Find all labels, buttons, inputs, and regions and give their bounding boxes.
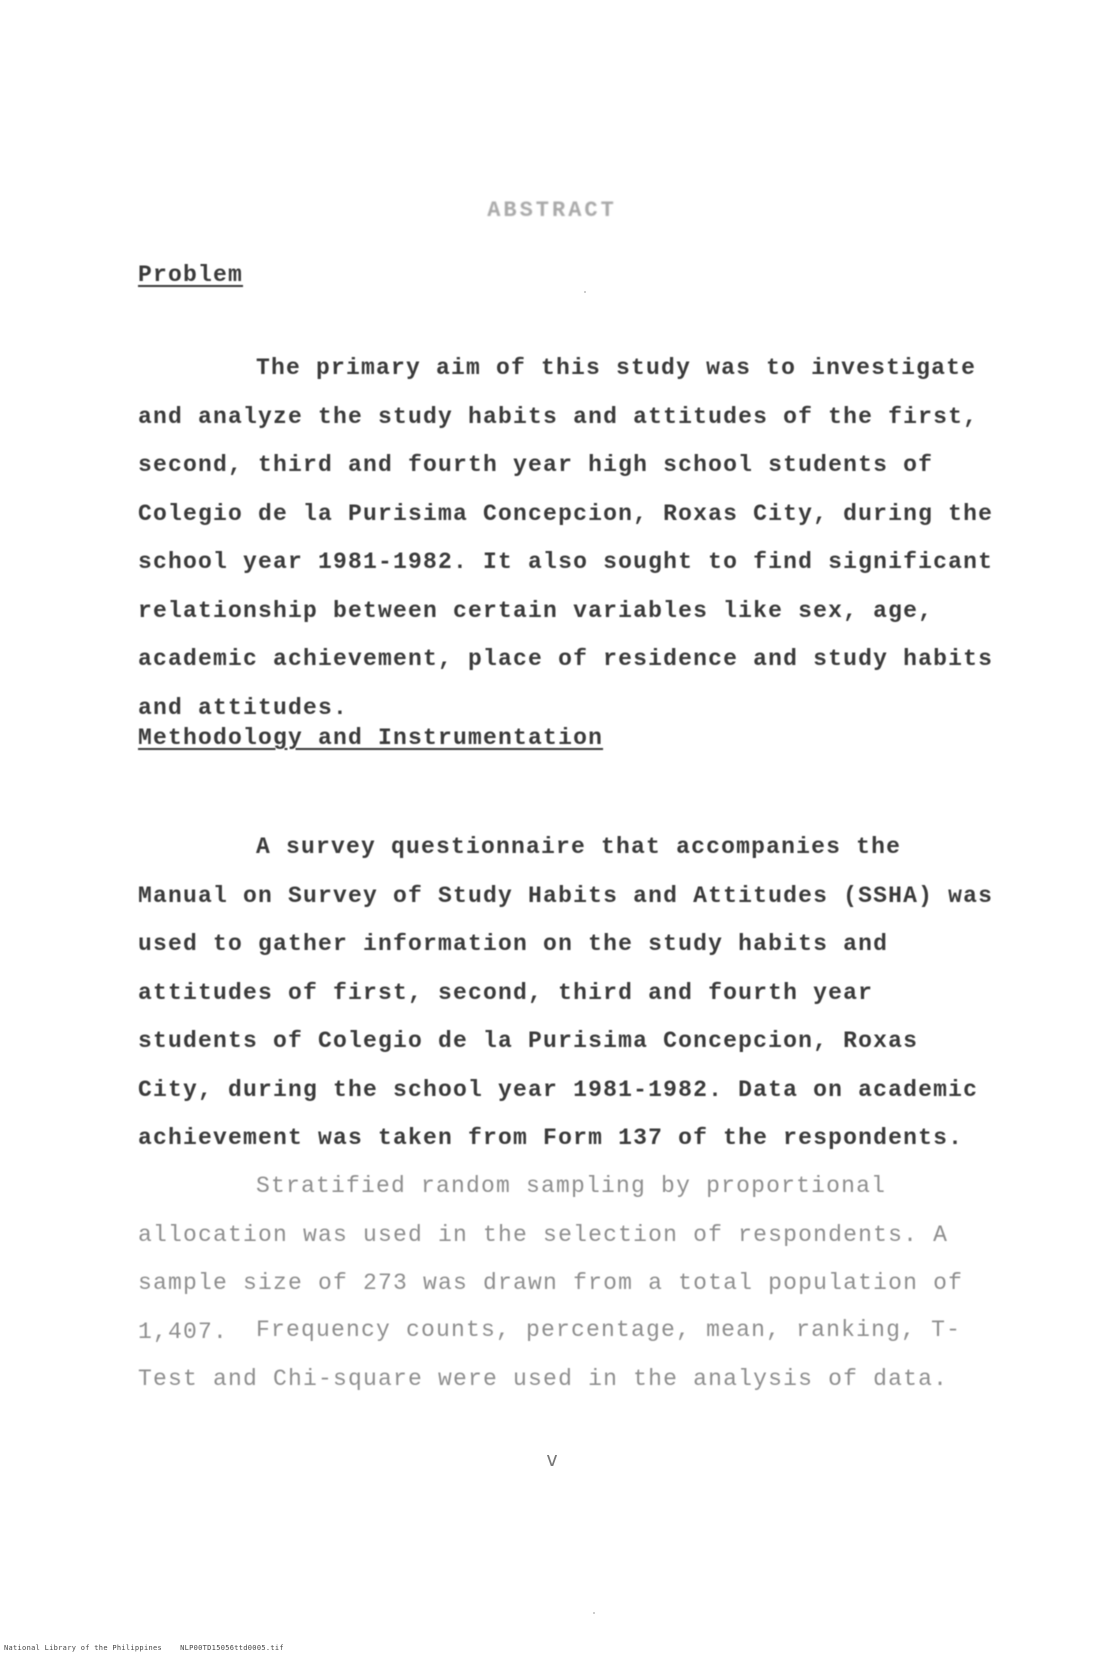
paragraph-methodology-1: A survey questionnaire that accompanies the Manual on Survey of Study Habits and Attitudes (SSHA) was used to gather information on the study habits and attitudes of first, second, third and fourth year students of Colegio de la Purisima Concepcion, Roxas City, during the school year 1981-1982. Data on academic achievement was taken from Form 137 of the respondents. <box>138 834 994 1151</box>
page-number: v <box>545 1447 559 1471</box>
paragraph-problem: The primary aim of this study was to investigate and analyze the study habits and attitudes of the first, second, third and fourth year high school students of Colegio de la Purisima Concepcion, Roxas City, during the school year 1981-1982. It also sought to find significant relationship between certain variables like sex, age, academic achievement, place of residence and study habits and attitudes. <box>138 355 994 721</box>
paragraph-methodology-3: Frequency counts, percentage, mean, ranking, T-Test and Chi-square were used in the analysis of data. <box>138 1317 962 1392</box>
page-title: ABSTRACT <box>487 198 617 223</box>
scan-footer <box>4 1644 284 1652</box>
section-heading-methodology: Methodology and Instrumentation <box>138 725 604 751</box>
section-heading-problem: Problem <box>138 262 244 288</box>
scan-speck <box>584 291 586 293</box>
scan-speck <box>593 1612 595 1614</box>
paragraph-methodology-2: Stratified random sampling by proportional allocation was used in the selection of respondents. A sample size of 273 was drawn from a total population of 1,407. <box>138 1173 964 1345</box>
footer-library: National Library of the Philippines <box>4 1644 163 1652</box>
footer-file-id: NLP00TD15056ttd0005.tif <box>180 1644 284 1652</box>
